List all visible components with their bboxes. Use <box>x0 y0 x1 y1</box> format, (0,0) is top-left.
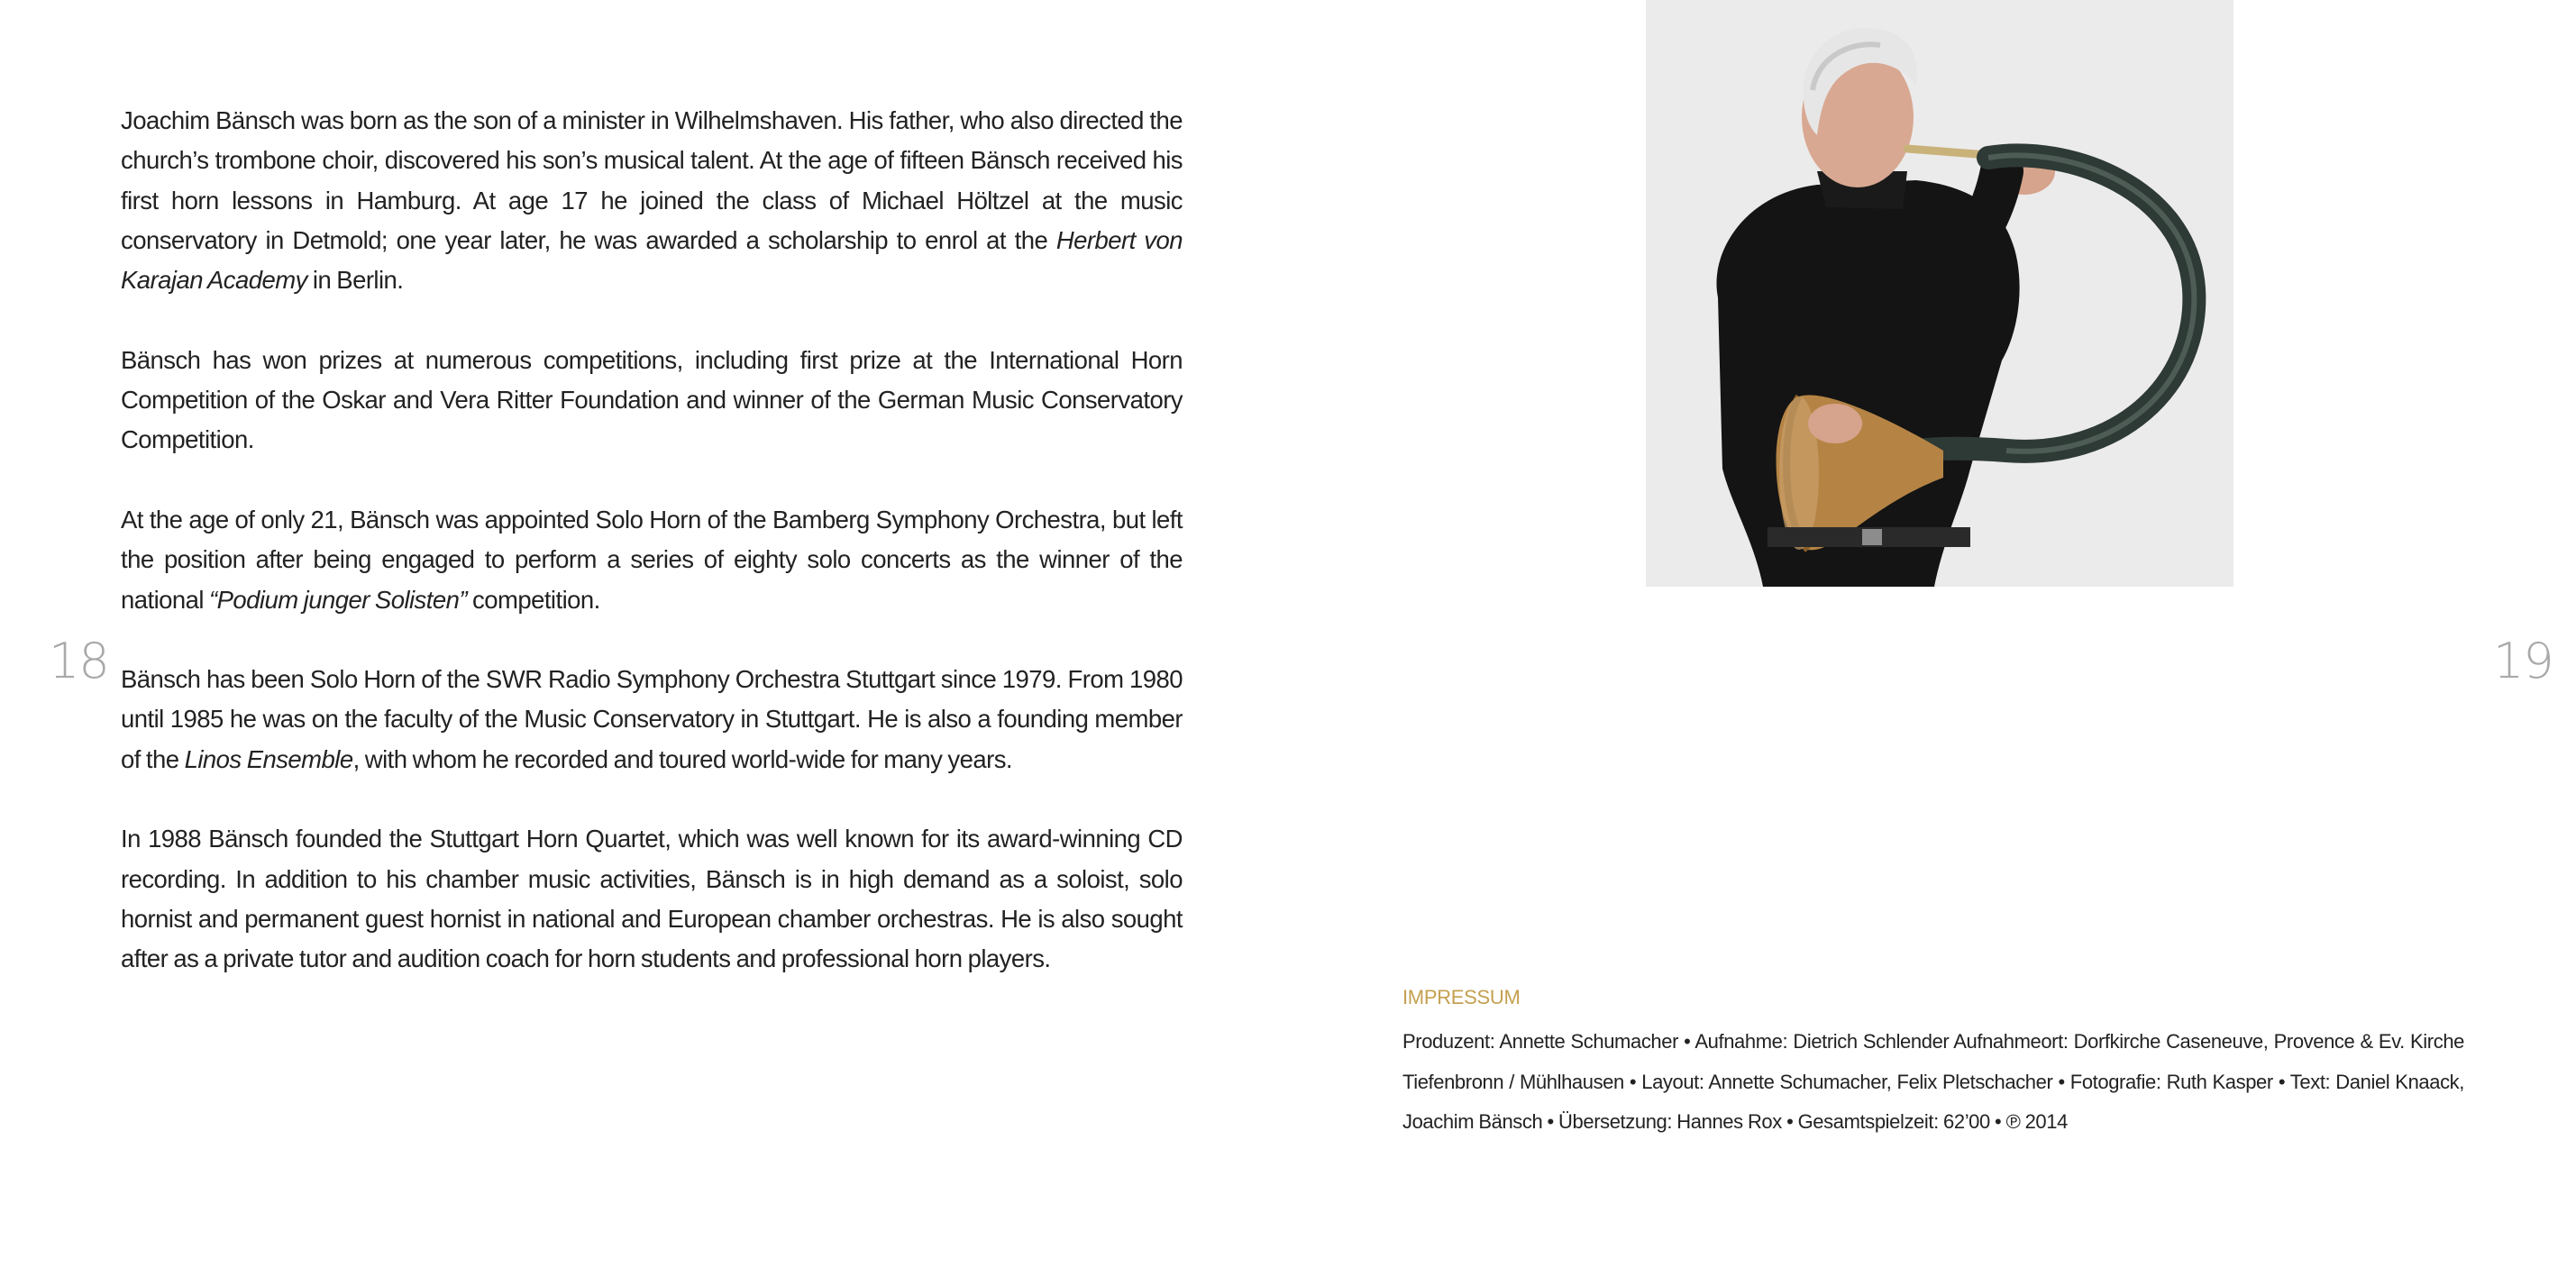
biography-text <box>121 101 1183 1019</box>
biography-paragraph-1: Joachim Bänsch was born as the son of a minister in Wilhelmshaven. His father, who also directed the church’s trombone choir, discovered his son’s musical talent. At the age of fifteen Bänsch received his first horn lessons in Hamburg. At age 17 he joined the class of Michael Höltzel at the music conservatory in Detmold; one year later, he was awarded a scholarship to enrol at the Herbert von Karajan Academy in Berlin. <box>121 106 1183 295</box>
impressum-heading: IMPRESSUM <box>1402 986 1521 1008</box>
portrait-photo <box>1646 0 2233 587</box>
page-number-left: 18 <box>49 633 109 689</box>
biography-paragraph-5: In 1988 Bänsch founded the Stuttgart Horn Quartet, which was well known for its award-winning CD recording. In addition to his chamber music activities, Bänsch is in high demand as a soloist, solo hornist and permanent guest hornist in national and European chamber orchestras. He is also sought after as a private tutor and audition coach for horn students and professional horn players. <box>121 825 1183 973</box>
impressum-text: Produzent: Annette Schumacher • Aufnahme: Dietrich Schlender Aufnahmeort: Dorfkirche Caseneuve, Provence & Ev. Kirche Tiefenbronn / Mühlhausen • Layout: Annette Schumacher, Felix Pletschacher • Fotografie: Ruth Kasper • Text: Daniel Knaack, Joachim Bänsch • Übersetzung: Hannes Rox • Gesamtspielzeit: 62’00 • ℗ 2014 <box>1402 1030 2464 1133</box>
ensemble-name: Linos Ensemble <box>184 744 353 773</box>
page-number-right: 19 <box>2493 633 2553 689</box>
hornist-illustration <box>1646 0 2233 587</box>
biography-paragraph-3: At the age of only 21, Bänsch was appointed Solo Horn of the Bamberg Symphony Orchestra, but left the position after being engaged to perform a series of eighty solo concerts as the winner of the national “Podium junger Solisten” competition. <box>121 505 1183 614</box>
impressum <box>1402 986 2464 1143</box>
biography-paragraph-4: Bänsch has been Solo Horn of the SWR Radio Symphony Orchestra Stuttgart since 1979. From 1980 until 1985 he was on the faculty of the Music Conservatory in Stuttgart. He is also a founding member of the Linos Ensemble, with whom he recorded and toured world-wide for many years. <box>121 665 1183 773</box>
biography-paragraph-2: Bänsch has won prizes at numerous competitions, including first prize at the International Horn Competition of the Oskar and Vera Ritter Foundation and winner of the German Music Conservatory Competition. <box>121 345 1183 454</box>
competition-name: “Podium junger Solisten” <box>209 585 467 614</box>
